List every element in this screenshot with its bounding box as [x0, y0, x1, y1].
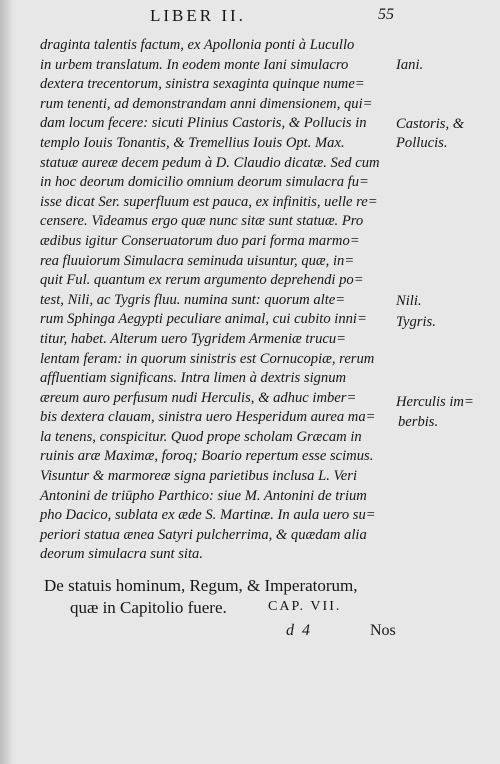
text-line: templo Iouis Tonantis, & Tremellius Iouis Opt. Max. [40, 134, 345, 151]
text-line: in urbem translatum. In eodem monte Iani simulacro [40, 56, 349, 73]
text-line: dam locum fecere: sicuti Plinius Castoris, & Pollucis in [40, 115, 367, 132]
text-line: ædibus igitur Conseruatorum duo pari forma marmo= [40, 232, 360, 249]
chapter-heading-line: De statuis hominum, Regum, & Imperatorum, [44, 576, 358, 595]
catchword: Nos [370, 622, 396, 639]
page-spine-shadow [0, 0, 14, 764]
text-line: rea fluuiorum Simulacra seminuda uisuntur, quæ, in= [40, 252, 355, 269]
text-line: Antonini de triūpho Parthico: siue M. Antonini de trium [40, 487, 367, 504]
text-line: lentam feram: in quorum sinistris est Cornucopiæ, rerum [40, 350, 375, 367]
page-header [0, 6, 500, 28]
text-line: affluentiam significans. Intra limen à dextris signum [40, 370, 347, 387]
text-line: isse dicat Ser. superfluum est pauca, ex infinitis, uelle re= [40, 193, 378, 210]
margin-note-iani: Iani. [396, 57, 424, 73]
text-line: censere. Videamus ergo quæ nunc sitæ sunt statuæ. Pro [40, 213, 364, 230]
text-line: rum tenenti, ad demonstrandam anni dimensionem, qui= [40, 95, 373, 112]
chapter-heading [44, 575, 464, 619]
text-line: periori statua ænea Satyri pulcherrima, & quædam alia [40, 526, 367, 543]
text-line: deorum simulacra sunt sita. [40, 546, 203, 563]
chapter-number: CAP. VII. [268, 599, 342, 614]
text-line: titur, habet. Alterum uero Tygridem Armeniæ trucu= [40, 330, 347, 347]
text-line: bis dextera clauam, sinistra uero Hesperidum aurea ma= [40, 409, 376, 426]
chapter-heading-line: quæ in Capitolio fuere. [70, 598, 227, 617]
text-line: ruinis aræ Maximæ, foroq; Boario repertum esse scimus. [40, 448, 374, 465]
margin-note-pollucis: Pollucis. [396, 135, 448, 151]
text-line: pho Dacico, sublata ex æde S. Martinæ. In aula uero su= [40, 507, 376, 524]
running-head: LIBER II. [150, 6, 246, 25]
margin-note-castoris: Castoris, & [396, 116, 465, 132]
margin-note-tygris: Tygris. [396, 314, 436, 330]
text-line: rum Sphinga Aegypti peculiare animal, cui cubito inni= [40, 311, 367, 328]
margin-note-herculis: Herculis im= [396, 394, 474, 410]
text-line: æreum auro perfusum nudi Herculis, & adhuc imber= [40, 389, 357, 406]
text-line: test, Nili, ac Tygris fluu. numina sunt: quorum alte= [40, 291, 346, 308]
margin-note-nili: Nili. [396, 293, 422, 309]
margin-note-imberbis: berbis. [398, 414, 439, 430]
text-line: statuæ aureæ decem pedum à D. Claudio dicatæ. Sed cum [40, 154, 380, 171]
text-line: Visuntur & marmoreæ signa parietibus inclusa L. Veri [40, 468, 358, 485]
text-line: dextera trecentorum, sinistra sexaginta quinque nume= [40, 76, 365, 93]
page-number: 55 [378, 6, 394, 23]
text-line: la tenens, conspicitur. Quod prope scholam Græcam in [40, 428, 362, 445]
text-line: in hoc deorum domicilio omnium deorum simulacra fu= [40, 174, 369, 191]
text-line: draginta talentis factum, ex Apollonia ponti à Lucullo [40, 37, 355, 53]
main-text-block [40, 36, 394, 565]
signature-mark: d 4 [286, 622, 312, 639]
text-line: quit Ful. quantum ex rerum argumento deprehendi po= [40, 272, 364, 289]
